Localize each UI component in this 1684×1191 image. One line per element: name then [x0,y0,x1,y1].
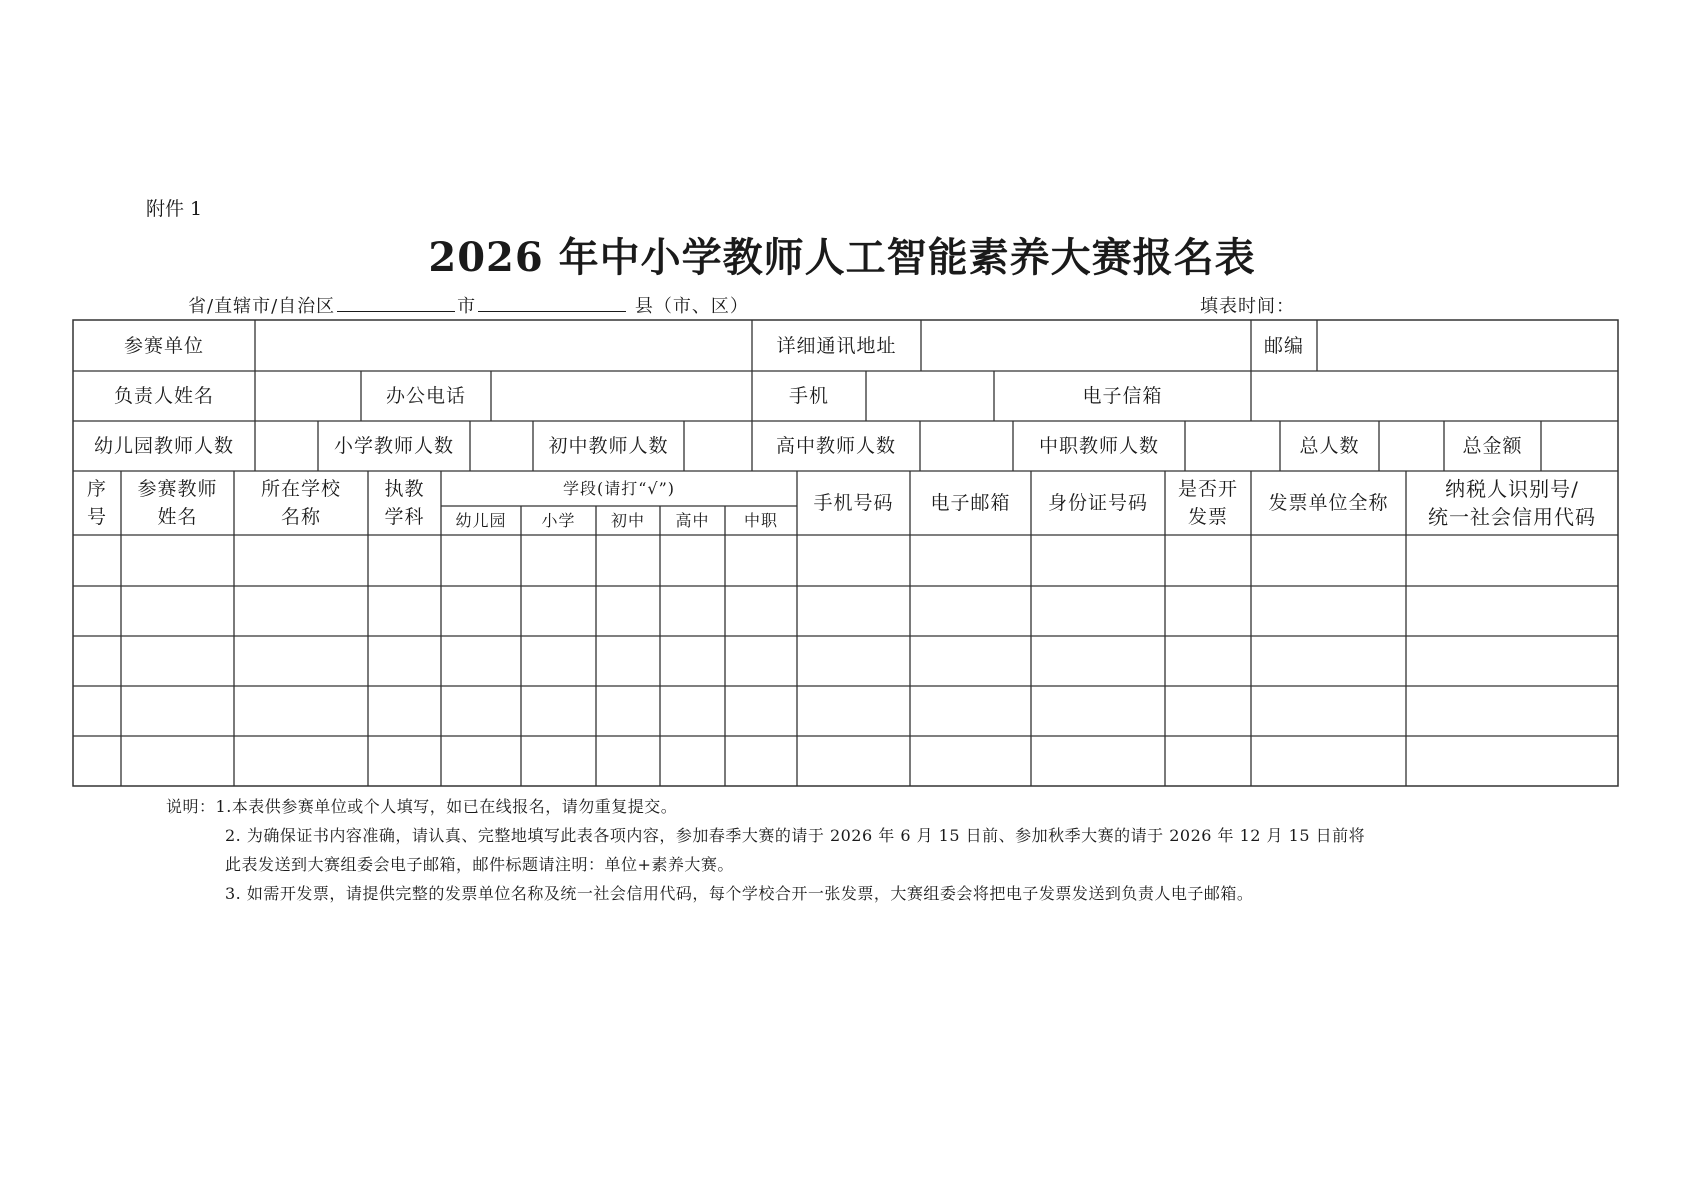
table-row[interactable] [73,586,1618,636]
city-label: 市 [457,296,477,317]
input-senior-count[interactable] [920,421,1013,471]
attachment-label: 附件 1 [146,198,203,220]
header-subject-line1: 执教 [384,478,425,500]
header-seq-line1: 序 [86,478,107,500]
header-invoice-unit: 发票单位全称 [1268,492,1389,514]
header-seq [73,471,121,535]
header-seq-line2: 号 [86,506,107,528]
input-email[interactable] [1251,371,1618,421]
input-postcode[interactable] [1317,320,1618,371]
table-row[interactable] [73,636,1618,686]
input-vocational-count[interactable] [1185,421,1280,471]
table-row[interactable] [73,535,1618,586]
header-stage-senior: 高中 [675,510,710,530]
note-1 [166,792,1365,821]
table-row[interactable] [73,686,1618,736]
province-label: 省/直辖市/自治区 [188,296,336,317]
header-school-line2: 名称 [280,506,321,528]
header-tax-id-line2: 统一社会信用代码 [1428,505,1596,529]
table-row[interactable] [73,736,1618,786]
input-primary-count[interactable] [470,421,533,471]
label-junior-count: 初中教师人数 [548,435,669,457]
header-tax-id [1406,471,1618,535]
input-mobile[interactable] [866,371,994,421]
header-subject [368,471,441,535]
label-total-amount: 总金额 [1462,435,1523,457]
header-invoice-line1: 是否开 [1177,478,1238,500]
note-2b: 此表发送到大赛组委会电子邮箱，邮件标题请注明：单位+素养大赛。 [225,855,734,874]
label-address: 详细通讯地址 [776,334,897,357]
header-email: 电子邮箱 [930,492,1011,514]
input-leader-name[interactable] [255,371,361,421]
label-primary-count: 小学教师人数 [333,435,454,457]
label-senior-count: 高中教师人数 [775,435,896,457]
label-mobile: 手机 [788,385,829,407]
label-email: 电子信箱 [1082,385,1163,407]
input-address[interactable] [921,320,1251,371]
header-stage-junior: 初中 [610,510,645,530]
header-stage-kindergarten: 幼儿园 [455,510,507,530]
header-stage-group: 学段(请打“√”) [562,478,676,498]
notes-prefix: 说明： [166,797,216,816]
label-kindergarten-count: 幼儿园教师人数 [93,435,234,457]
header-school-line1: 所在学校 [260,478,341,500]
input-junior-count[interactable] [684,421,752,471]
input-kindergarten-count[interactable] [255,421,318,471]
header-invoice [1165,471,1251,535]
header-id-number: 身份证号码 [1047,492,1148,514]
label-leader-name: 负责人姓名 [113,385,214,407]
header-subject-line2: 学科 [384,506,425,528]
header-teacher-name [121,471,234,535]
form-title: 2026 年中小学教师人工智能素养大赛报名表 [428,234,1256,281]
note-3: 3. 如需开发票，请提供完整的发票单位名称及统一社会信用代码，每个学校合开一张发票，大赛组委会将把电子发票发送到负责人电子邮箱。 [225,884,1254,903]
note-1-text: 1.本表供参赛单位或个人填写，如已在线报名，请勿重复提交。 [215,797,678,816]
county-label: 县（市、区） [634,296,749,317]
header-phone: 手机号码 [813,492,894,514]
header-school [234,471,368,535]
input-total-amount[interactable] [1541,421,1618,471]
input-unit[interactable] [255,320,752,371]
label-vocational-count: 中职教师人数 [1038,435,1159,457]
label-total-count: 总人数 [1299,435,1360,457]
header-stage-vocational: 中职 [743,510,778,530]
header-tax-id-line1: 纳税人识别号/ [1445,477,1579,501]
header-teacher-name-line1: 参赛教师 [137,478,218,500]
notes [166,792,1365,908]
label-unit: 参赛单位 [123,334,204,357]
note-2a: 2. 为确保证书内容准确，请认真、完整地填写此表各项内容，参加春季大赛的请于 2026 年 6 月 15 日前、参加秋季大赛的请于 2026 年 12 月 15 日前将 [225,826,1366,845]
input-total-count[interactable] [1379,421,1444,471]
label-office-phone: 办公电话 [385,385,466,407]
fill-time-label: 填表时间： [1200,296,1295,317]
header-invoice-line2: 发票 [1187,506,1228,528]
label-postcode: 邮编 [1263,334,1304,357]
input-office-phone[interactable] [491,371,752,421]
header-stage-primary: 小学 [541,510,576,530]
header-teacher-name-line2: 姓名 [157,506,198,528]
